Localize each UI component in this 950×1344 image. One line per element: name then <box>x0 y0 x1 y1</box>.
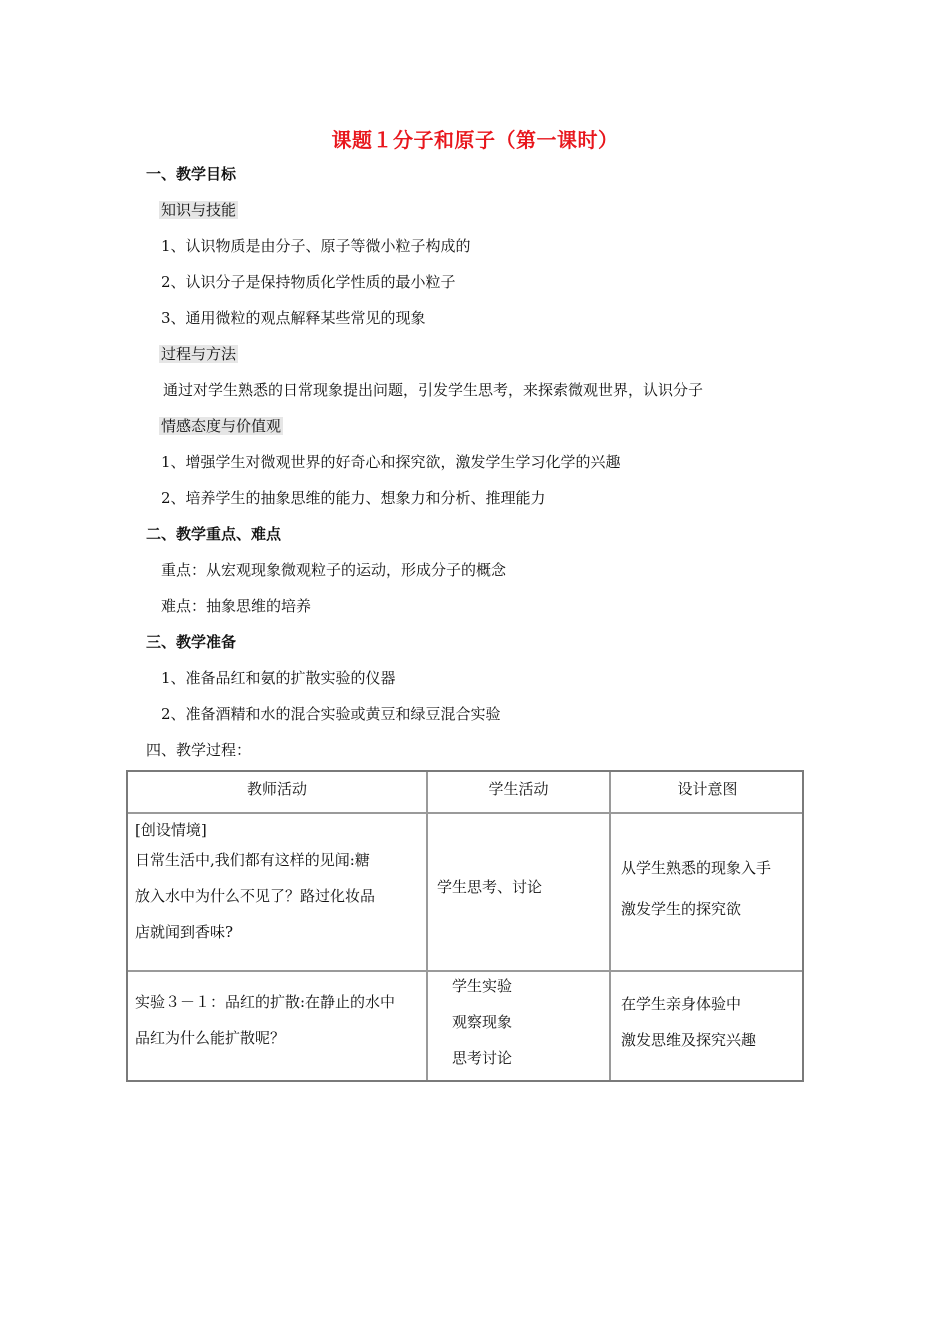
section-heading-preparation: 三、教学准备 <box>146 633 237 651</box>
list-item: 1、认识物质是由分子、原子等微小粒子构成的 <box>161 237 471 255</box>
list-item: 1、准备品红和氨的扩散实验的仪器 <box>161 669 396 687</box>
paragraph: 重点：从宏观现象微观粒子的运动，形成分子的概念 <box>161 561 507 579</box>
cell-line: 学生实验 <box>452 977 513 995</box>
section-heading-process: 四、教学过程： <box>146 741 252 759</box>
list-item: 3、通用微粒的观点解释某些常见的现象 <box>161 309 426 327</box>
table-cell-teacher <box>135 984 395 1056</box>
table-header: 教师活动 <box>246 780 307 798</box>
list-item: 2、认识分子是保持物质化学性质的最小粒子 <box>161 273 456 291</box>
subheading-process: 过程与方法 <box>161 345 237 363</box>
cell-line: 思考讨论 <box>452 1049 513 1067</box>
cell-line: 品红为什么能扩散呢？ <box>135 1029 286 1047</box>
cell-line: 实验３－１：品红的扩散:在静止的水中 <box>135 993 396 1011</box>
cell-line: 观察现象 <box>452 1013 513 1031</box>
table-cell-student <box>452 968 512 1076</box>
cell-line: [创设情境] <box>135 821 207 839</box>
cell-line: 从学生熟悉的现象入手 <box>621 859 772 877</box>
cell-line: 激发思维及探究兴趣 <box>621 1031 757 1049</box>
cell-line: 激发学生的探究欲 <box>621 900 742 918</box>
teaching-process-table <box>126 770 804 1082</box>
table-cell-teacher <box>135 818 375 950</box>
table-header: 学生活动 <box>488 780 549 798</box>
subheading-knowledge: 知识与技能 <box>161 201 237 219</box>
section-heading-keypoints: 二、教学重点、难点 <box>146 525 282 543</box>
table-cell-student: 学生思考、讨论 <box>437 878 543 896</box>
document-title: 课题１分子和原子（第一课时） <box>331 128 619 152</box>
cell-line: 放入水中为什么不见了？路过化妆品 <box>135 887 376 905</box>
cell-line: 在学生亲身体验中 <box>621 995 742 1013</box>
paragraph: 难点：抽象思维的培养 <box>161 597 312 615</box>
section-heading-objectives: 一、教学目标 <box>146 165 237 183</box>
paragraph: 通过对学生熟悉的日常现象提出问题，引发学生思考，来探索微观世界，认识分子 <box>163 381 704 399</box>
table-divider <box>609 772 611 1080</box>
cell-line: 店就闻到香味? <box>135 923 234 941</box>
table-cell-intent <box>621 850 771 927</box>
table-cell-intent <box>621 986 756 1058</box>
list-item: 2、准备酒精和水的混合实验或黄豆和绿豆混合实验 <box>161 705 501 723</box>
table-header: 设计意图 <box>677 780 738 798</box>
list-item: 1、增强学生对微观世界的好奇心和探究欲，激发学生学习化学的兴趣 <box>161 453 621 471</box>
table-divider <box>426 772 428 1080</box>
subheading-attitude: 情感态度与价值观 <box>161 417 282 435</box>
cell-line: 日常生活中,我们都有这样的见闻:糖 <box>135 851 370 869</box>
table-divider <box>128 812 802 814</box>
list-item: 2、培养学生的抽象思维的能力、想象力和分析、推理能力 <box>161 489 546 507</box>
